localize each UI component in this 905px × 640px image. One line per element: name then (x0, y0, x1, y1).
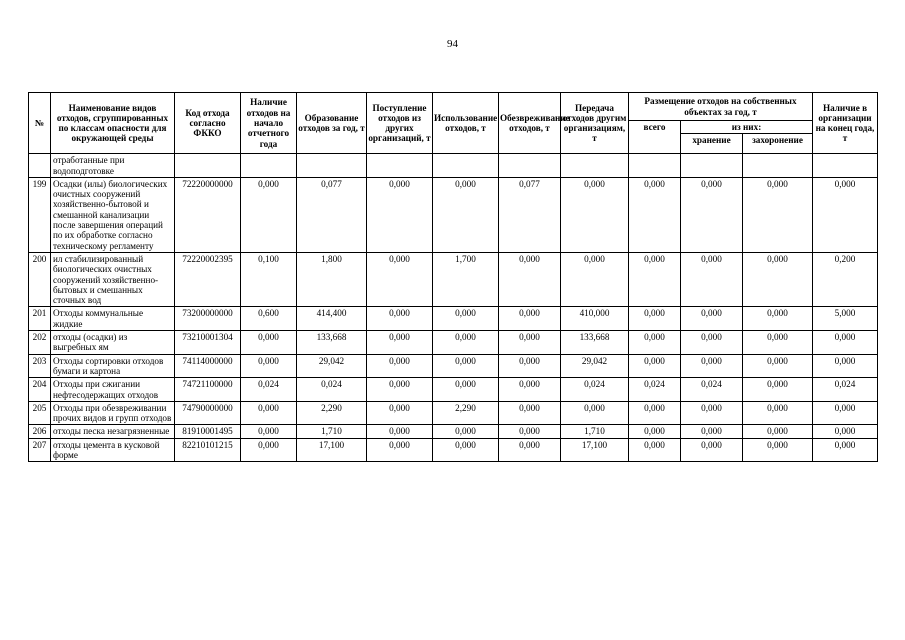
cell-total: 0,024 (629, 378, 681, 402)
cell-end: 0,000 (813, 331, 878, 355)
cell-neutralized: 0,000 (499, 307, 561, 331)
cell-burial: 0,000 (743, 177, 813, 252)
table-row (29, 307, 878, 331)
table-header (29, 93, 878, 154)
cell-name: отработанные при водоподготовке (51, 154, 175, 178)
cell-burial: 0,000 (743, 331, 813, 355)
header-used: Использование отходов, т (433, 93, 499, 154)
cell-transferred: 410,000 (561, 307, 629, 331)
header-placement: Размещение отходов на собственных объектах за год, т (629, 93, 813, 121)
waste-table (28, 92, 878, 462)
cell-formed: 133,668 (297, 331, 367, 355)
header-code: Код отхода согласно ФККО (175, 93, 241, 154)
cell-transferred: 1,710 (561, 425, 629, 438)
cell-no: 202 (29, 331, 51, 355)
cell-no: 203 (29, 354, 51, 378)
cell-start: 0,000 (241, 438, 297, 462)
cell-end: 0,000 (813, 401, 878, 425)
cell-code: 74721100000 (175, 378, 241, 402)
cell-no: 201 (29, 307, 51, 331)
cell-storage: 0,000 (681, 401, 743, 425)
table-body (29, 154, 878, 462)
cell-formed: 414,400 (297, 307, 367, 331)
cell-start: 0,024 (241, 378, 297, 402)
cell-burial: 0,000 (743, 307, 813, 331)
cell-transferred: 0,000 (561, 401, 629, 425)
cell-burial: 0,000 (743, 425, 813, 438)
continuation-row (29, 154, 878, 178)
header-burial: захоронение (743, 134, 813, 154)
cell-start: 0,000 (241, 401, 297, 425)
cell-name: отходы (осадки) из выгребных ям (51, 331, 175, 355)
cell-total: 0,000 (629, 331, 681, 355)
cell-received: 0,000 (367, 354, 433, 378)
cell-neutralized: 0,000 (499, 331, 561, 355)
cell-received: 0,000 (367, 177, 433, 252)
cell-neutralized: 0,000 (499, 425, 561, 438)
cell-used: 0,000 (433, 354, 499, 378)
cell-name: Отходы при сжигании нефтесодержащих отходов (51, 378, 175, 402)
cell-name: ил стабилизированный биологических очистных сооружений хозяйственно-бытовых и смешанных сточных вод (51, 252, 175, 306)
cell-name: Отходы коммунальные жидкие (51, 307, 175, 331)
cell-burial: 0,000 (743, 252, 813, 306)
cell-code: 74114000000 (175, 354, 241, 378)
cell-code: 73200000000 (175, 307, 241, 331)
cell-transferred: 17,100 (561, 438, 629, 462)
cell-used: 1,700 (433, 252, 499, 306)
cell-received: 0,000 (367, 425, 433, 438)
cell-total: 0,000 (629, 177, 681, 252)
cell-used: 2,290 (433, 401, 499, 425)
cell-transferred: 0,000 (561, 252, 629, 306)
cell-name: Осадки (илы) биологических очистных сооружений хозяйственно-бытовой и смешанной канализации после завершения операций по их обработке согласно техническому регламенту (51, 177, 175, 252)
cell-neutralized: 0,000 (499, 401, 561, 425)
header-received: Поступление отходов из других организаций, т (367, 93, 433, 154)
cell-storage: 0,024 (681, 378, 743, 402)
cell-formed: 1,710 (297, 425, 367, 438)
cell-code: 72220000000 (175, 177, 241, 252)
cell-name: Отходы сортировки отходов бумаги и картона (51, 354, 175, 378)
header-formed: Образование отходов за год, т (297, 93, 367, 154)
cell-total: 0,000 (629, 354, 681, 378)
cell-received: 0,000 (367, 401, 433, 425)
cell-end: 0,000 (813, 354, 878, 378)
header-end: Наличие в организации на конец года, т (813, 93, 878, 154)
table-row (29, 252, 878, 306)
cell-used: 0,000 (433, 378, 499, 402)
cell-end: 0,000 (813, 438, 878, 462)
header-start: Наличие отходов на начало отчетного года (241, 93, 297, 154)
cell-used: 0,000 (433, 307, 499, 331)
cell-neutralized: 0,000 (499, 354, 561, 378)
cell-total: 0,000 (629, 425, 681, 438)
cell-used: 0,000 (433, 425, 499, 438)
cell-received: 0,000 (367, 378, 433, 402)
cell-neutralized: 0,077 (499, 177, 561, 252)
cell-neutralized: 0,000 (499, 252, 561, 306)
cell-received: 0,000 (367, 252, 433, 306)
cell-no: 204 (29, 378, 51, 402)
header-neutralized: Обезвреживание отходов, т (499, 93, 561, 154)
cell-total: 0,000 (629, 307, 681, 331)
table-row (29, 331, 878, 355)
cell-storage: 0,000 (681, 331, 743, 355)
cell-storage: 0,000 (681, 438, 743, 462)
table-row (29, 354, 878, 378)
cell-start: 0,100 (241, 252, 297, 306)
cell-storage: 0,000 (681, 425, 743, 438)
cell-storage: 0,000 (681, 252, 743, 306)
header-total: всего (629, 121, 681, 154)
cell-end: 5,000 (813, 307, 878, 331)
cell-no: 199 (29, 177, 51, 252)
cell-start: 0,000 (241, 425, 297, 438)
cell-storage: 0,000 (681, 307, 743, 331)
cell-formed: 0,077 (297, 177, 367, 252)
cell-start: 0,000 (241, 354, 297, 378)
cell-code: 74790000000 (175, 401, 241, 425)
cell-end: 0,000 (813, 425, 878, 438)
cell-start: 0,600 (241, 307, 297, 331)
cell-code: 81910001495 (175, 425, 241, 438)
cell-received: 0,000 (367, 331, 433, 355)
cell-name: отходы песка незагрязненные (51, 425, 175, 438)
cell-transferred: 0,024 (561, 378, 629, 402)
cell-formed: 0,024 (297, 378, 367, 402)
cell-end: 0,200 (813, 252, 878, 306)
cell-name: Отходы при обезвреживании прочих видов и групп отходов (51, 401, 175, 425)
cell-neutralized: 0,000 (499, 378, 561, 402)
cell-used: 0,000 (433, 177, 499, 252)
cell-start: 0,000 (241, 331, 297, 355)
cell-no: 200 (29, 252, 51, 306)
header-of-which: из них: (681, 121, 813, 134)
cell-burial: 0,000 (743, 378, 813, 402)
cell-formed: 2,290 (297, 401, 367, 425)
cell-received: 0,000 (367, 307, 433, 331)
cell-end: 0,024 (813, 378, 878, 402)
cell-received: 0,000 (367, 438, 433, 462)
cell-code: 73210001304 (175, 331, 241, 355)
cell-burial: 0,000 (743, 438, 813, 462)
page-number: 94 (447, 38, 458, 50)
cell-neutralized: 0,000 (499, 438, 561, 462)
cell-used: 0,000 (433, 438, 499, 462)
table-row (29, 378, 878, 402)
cell-transferred: 0,000 (561, 177, 629, 252)
cell-total: 0,000 (629, 401, 681, 425)
cell-end: 0,000 (813, 177, 878, 252)
table-row (29, 425, 878, 438)
cell-used: 0,000 (433, 331, 499, 355)
cell-burial: 0,000 (743, 401, 813, 425)
cell-no: 207 (29, 438, 51, 462)
cell-name: отходы цемента в кусковой форме (51, 438, 175, 462)
cell-storage: 0,000 (681, 177, 743, 252)
cell-code: 72220002395 (175, 252, 241, 306)
cell-code: 82210101215 (175, 438, 241, 462)
cell-no: 206 (29, 425, 51, 438)
table-row (29, 177, 878, 252)
cell-no: 205 (29, 401, 51, 425)
table-row (29, 438, 878, 462)
cell-formed: 1,800 (297, 252, 367, 306)
header-no: № (29, 93, 51, 154)
table-row (29, 401, 878, 425)
cell-transferred: 133,668 (561, 331, 629, 355)
cell-burial: 0,000 (743, 354, 813, 378)
header-name: Наименование видов отходов, сгруппированных по классам опасности для окружающей среды (51, 93, 175, 154)
cell-storage: 0,000 (681, 354, 743, 378)
cell-transferred: 29,042 (561, 354, 629, 378)
cell-total: 0,000 (629, 252, 681, 306)
cell-start: 0,000 (241, 177, 297, 252)
header-storage: хранение (681, 134, 743, 154)
cell-total: 0,000 (629, 438, 681, 462)
header-transferred: Передача отходов другим организациям, т (561, 93, 629, 154)
cell-formed: 29,042 (297, 354, 367, 378)
cell-formed: 17,100 (297, 438, 367, 462)
